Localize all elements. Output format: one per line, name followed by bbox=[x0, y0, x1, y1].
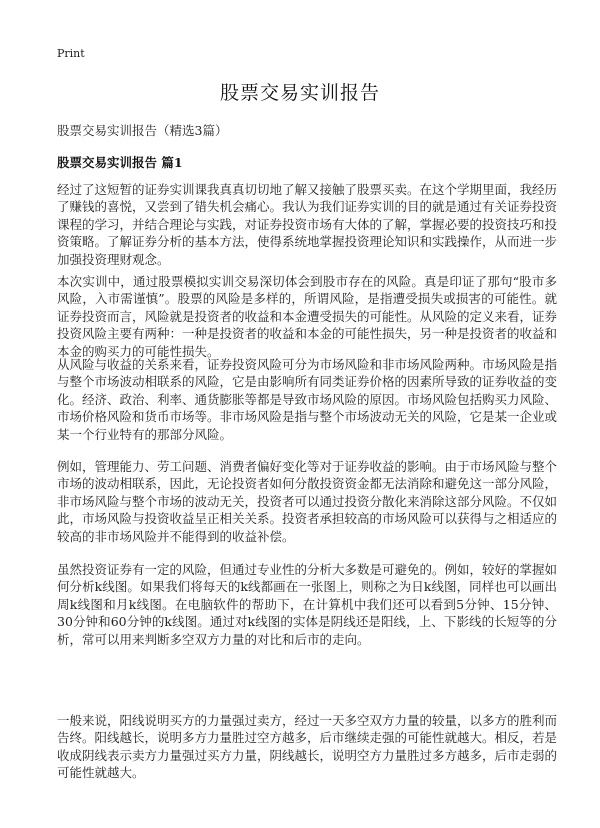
paragraph-3: 从风险与收益的关系来看，证券投资风险可分为市场风险和非市场风险两种。市场风险是指与整个市场波动相联系的风险，它是由影响所有同类证券价格的因素所导致的证券收益的变化。经济、政治、利率、通货膨胀等都是导致市场风险的原因。市场风险包括购买力风险、市场价格风险和货币市场等。非市场风险是指与整个市场波动无关的风险，它是某一企业或某一个行业特有的那部分风险。 bbox=[57, 357, 558, 442]
paragraph-4: 例如，管理能力、劳工问题、消费者偏好变化等对于证券收益的影响。由于市场风险与整个市场的波动相联系，因此，无论投资者如何分散投资资金都无法消除和避免这一部分风险，非市场风险与整个市场的波动无关，投资者可以通过投资分散化来消除这部分风险。不仅如此，市场风险与投资收益呈正相关关系。投资者承担较高的市场风险可以获得与之相适应的较高的非市场风险并不能得到的收益补偿。 bbox=[57, 459, 558, 544]
document-subtitle: 股票交易实训报告（精选3篇） bbox=[57, 123, 228, 138]
paragraph-6: 一般来说，阳线说明买方的力量强过卖方，经过一天多空双方力量的较量，以多方的胜利而告终。阳线越长，说明多方力量胜过空方越多，后市继续走强的可能性就越大。相反，若是收成阴线表示卖方力量强过买方力量，阴线越长，说明空方力量胜过多方越多，后市走弱的可能性就越大。 bbox=[57, 713, 558, 781]
page-title: 股票交易实训报告 bbox=[219, 82, 380, 104]
paragraph-2: 本次实训中，通过股票模拟实训交易深切体会到股市存在的风险。真是印证了那句“股市多风险，入市需谨慎”。股票的风险是多样的，所谓风险，是指遭受损失或损害的可能性。就证券投资而言，风险就是投资者的收益和本金遭受损失的可能性。从风险的定义来看，证券投资风险主要有两种：一种是投资者的收益和本金的可能性损失，另一种是投资者的收益和本金的购买力的可能性损失。 bbox=[57, 274, 558, 359]
print-link[interactable]: Print bbox=[57, 47, 85, 60]
paragraph-1: 经过了这短暂的证券实训课我真真切切地了解又接触了股票买卖。在这个学期里面，我经历了赚钱的喜悦，又尝到了错失机会痛心。我认为我们证券实训的目的就是通过有关证券投资课程的学习，并结合理论与实践，对证券投资市场有大体的了解，掌握必要的投资技巧和投资策略。了解证券分析的基本方法，使得系统地掌握投资理论知识和实践操作，从而进一步加强投资理财观念。 bbox=[57, 182, 558, 267]
section-heading: 股票交易实训报告 篇1 bbox=[57, 155, 183, 170]
paragraph-5: 虽然投资证券有一定的风险，但通过专业性的分析大多数是可避免的。例如，较好的掌握如何分析k线图。如果我们将每天的k线都画在一张图上，则称之为日k线图，同样也可以画出周k线图和月k线图。在电脑软件的帮助下，在计算机中我们还可以看到5分钟、15分钟、30分钟和60分钟的k线图。通过对k线图的实体是阴线还是阳线，上、下影线的长短等的分析，常可以用来判断多空双方力量的对比和后市的走向。 bbox=[57, 562, 558, 647]
